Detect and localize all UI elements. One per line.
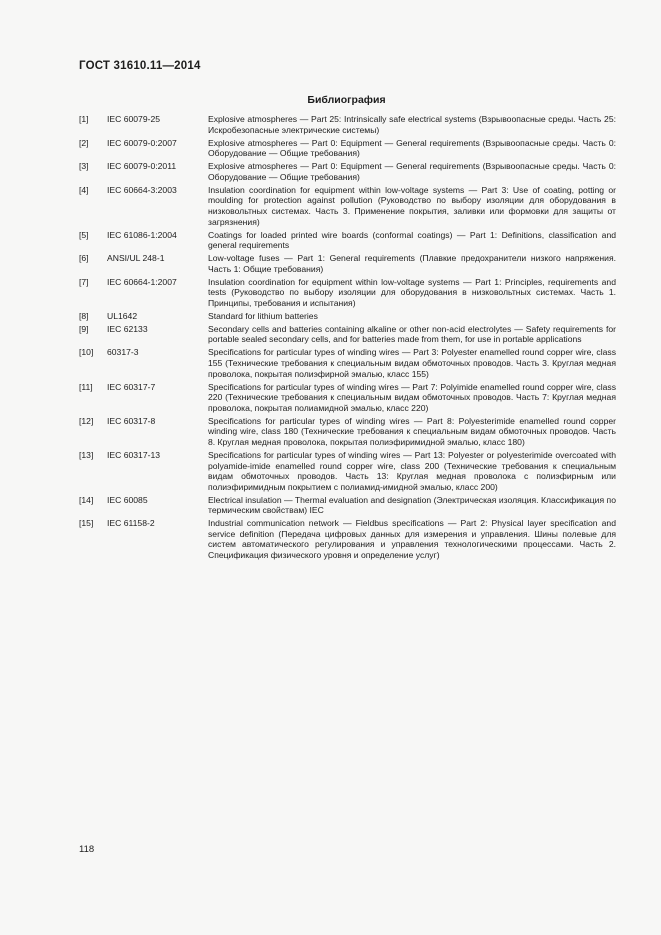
entry-description: Explosive atmospheres — Part 25: Intrinsically safe electrical systems (Взрывоопасные среды. Часть 25: Искробезопасные электрические системы) [208,114,616,135]
entry-number: [3] [79,161,89,172]
bibliography-list [79,114,616,563]
entry-description: Secondary cells and batteries containing alkaline or other non-acid electrolytes — Safety requirements for portable sealed secondary cells, and for batteries made from them, for use in portable applications [208,323,616,345]
bibliography-entry [79,138,616,159]
entry-description: Insulation coordination for equipment within low-voltage systems — Part 1: Principles, requirements and tests (Руководство по выбору изоляции для оборудования в низковольтных системах. Часть 1. Принципы, требования и испытания) [208,276,616,308]
entry-number: [13] [79,449,94,460]
entry-description: Specifications for particular types of winding wires — Part 13: Polyester or polyesterimide overcoated with polyamide-imide enamelled round copper wire, class 200 (Технические требования к специальным видам обмоточных проводов. Часть 13: Круглая медная проволока с полиэфирным или полиэфиримидным покрытием с полиамид-имидной эмалью, класс 200) [208,449,616,492]
page-number: 118 [79,844,95,855]
entry-description: Specifications for particular types of winding wires — Part 7: Polyimide enamelled round copper wire, class 220 (Технические требования к специальным видам обмоточных проводов. Часть 7: Круглая медная проволока, покрытая полиамидной эмалью, класс 220) [208,381,616,413]
entry-standard: IEC 62133 [107,323,148,334]
document-header: ГОСТ 31610.11—2014 [79,60,201,72]
entry-standard: 60317-3 [107,347,139,358]
bibliography-entry [79,416,616,448]
bibliography-entry [79,382,616,414]
entry-standard: IEC 60079-0:2011 [107,161,177,172]
entry-number: [2] [79,137,89,148]
section-title: Библиография [307,94,386,106]
entry-number: [10] [79,347,94,358]
entry-standard: IEC 60085 [107,494,148,505]
bibliography-entry [79,277,616,309]
entry-description: Explosive atmospheres — Part 0: Equipment — General requirements (Взрывоопасные среды. Часть 0: Оборудование — Общие требования) [208,137,616,159]
entry-description: Standard for lithium batteries [208,310,318,321]
entry-standard: IEC 60317-7 [107,381,156,392]
entry-number: [8] [79,310,89,321]
entry-number: [4] [79,184,89,195]
entry-number: [14] [79,494,94,505]
entry-standard: IEC 60317-8 [107,415,156,426]
bibliography-entry [79,518,616,560]
bibliography-entry [79,324,616,345]
bibliography-entry [79,161,616,182]
entry-description: Insulation coordination for equipment within low-voltage systems — Part 3: Use of coating, potting or moulding for protection against pollution (Руководство по выбору изоляции для оборудования в низковольтных системах. Часть 3. Применение покрытия, заливки или формовки для защиты от загрязнения) [208,184,616,227]
entry-standard: IEC 60079-25 [107,114,161,124]
entry-description: Industrial communication network — Fieldbus specifications — Part 2: Physical layer specification and service definition (Передача цифровых данных для измерения и управления. Шины полевые для систем автоматического регулирования и управления технологическими процессами. Часть 2. Спецификация физического уровня и определение услуг) [208,518,616,561]
entry-description: Low-voltage fuses — Part 1: General requirements (Плавкие предохранители низкого напряжения. Часть 1: Общие требования) [208,253,616,274]
entry-number: [11] [79,381,93,392]
entry-number: [7] [79,276,89,287]
entry-standard: IEC 60079-0:2007 [107,137,177,148]
entry-standard: IEC 61086-1:2004 [107,229,177,240]
entry-standard: UL1642 [107,310,138,321]
entry-number: [15] [79,518,94,529]
entry-number: [5] [79,229,89,240]
entry-description: Specifications for particular types of winding wires — Part 8: Polyesterimide enamelled round copper winding wire, class 180 (Технические требования к специальным видам обмоточных проводов. Часть 8. Круглая медная проволока, покрытая полиэфиримидной эмалью, класс 180) [208,415,616,447]
entry-number: [1] [79,114,89,124]
bibliography-entry [79,253,616,274]
entry-number: [12] [79,415,94,426]
entry-description: Coatings for loaded printed wire boards (conformal coatings) — Part 1: Definitions, classification and general requirements [208,229,616,251]
entry-standard: IEC 60317-13 [107,449,161,460]
entry-standard: IEC 60664-3:2003 [107,184,177,195]
entry-description: Explosive atmospheres — Part 0: Equipment — General requirements (Взрывоопасные среды. Часть 0: Оборудование — Общие требования) [208,161,616,182]
bibliography-entry [79,347,616,379]
bibliography-entry [79,114,616,135]
entry-number: [6] [79,253,89,264]
entry-standard: IEC 61158-2 [107,518,155,529]
bibliography-entry [79,311,616,322]
entry-standard: ANSI/UL 248-1 [107,253,165,264]
bibliography-entry [79,185,616,227]
entry-number: [9] [79,323,89,334]
bibliography-entry [79,495,616,516]
entry-standard: IEC 60664-1:2007 [107,276,177,287]
entry-description: Specifications for particular types of winding wires — Part 3: Polyester enamelled round copper wire, class 155 (Технические требования к специальным видам обмоточных проводов. Часть 3. Круглая медная проволока, покрытая полиэфирной эмалью, класс 155) [208,347,616,379]
bibliography-entry [79,450,616,492]
entry-description: Electrical insulation — Thermal evaluation and designation (Электрическая изоляция. Классификация по термическим свойствам) IEC [208,494,616,516]
bibliography-entry [79,230,616,251]
